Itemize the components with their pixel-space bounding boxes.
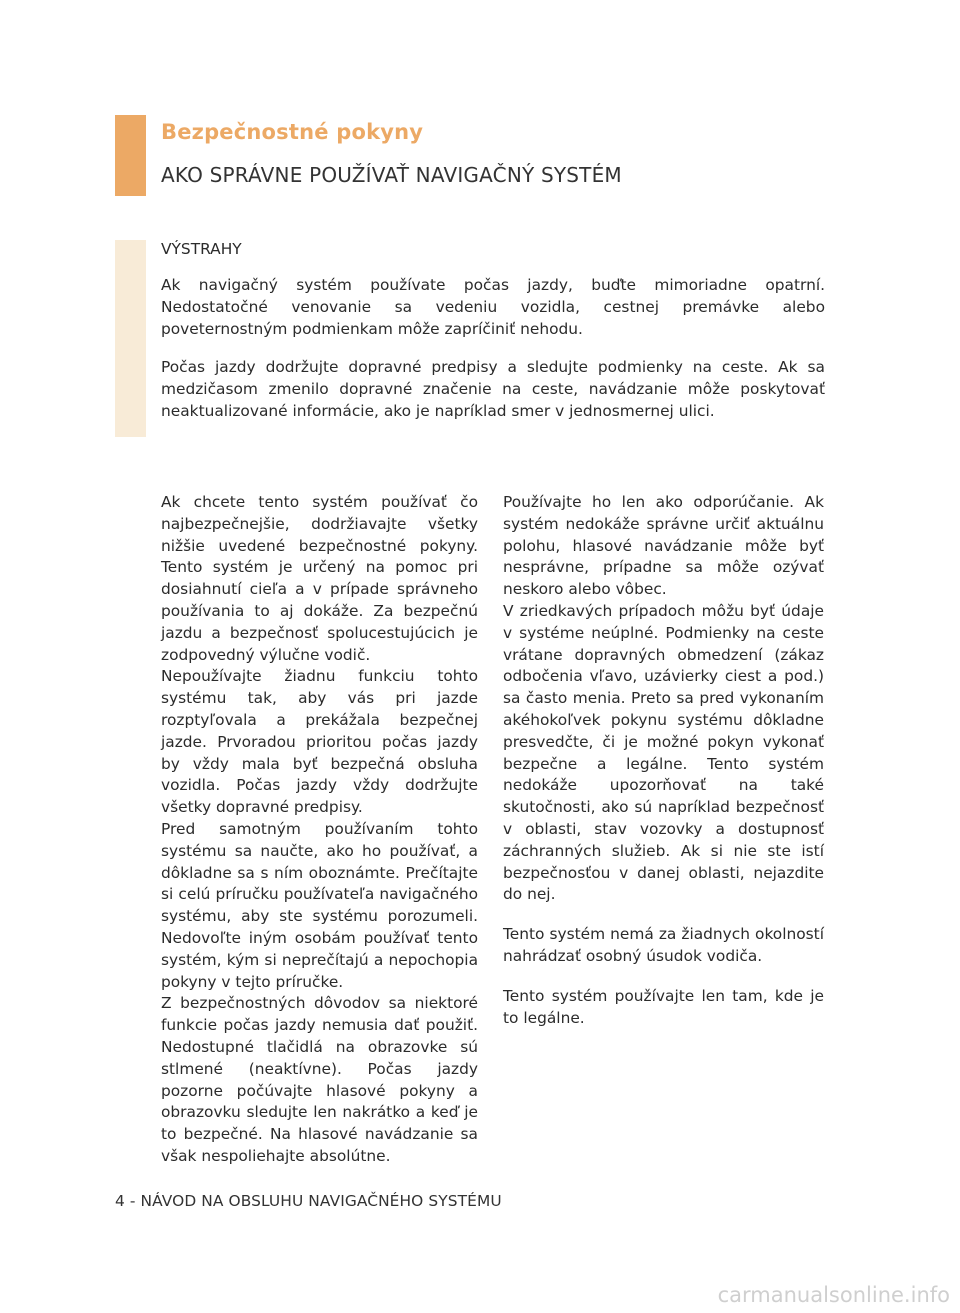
body-paragraph: V zriedkavých prípadoch môžu byť údaje v systéme neúplné. Podmienky na ceste vrátane dopravných obmedzení (zákaz odbočenia vľavo, uzávierky ciest a pod.) sa často menia. Preto sa pred vykonaním akéhokoľvek pokynu systému dôkladne presvedčte, či je možné pokyn vykonať bezpečne a legálne. Tento systém nedokáže upozorňovať na také skutočnosti, ako sú napríklad bezpečnosť v oblasti, stav vozovky a dostupnosť záchranných služieb. Ak si nie ste istí bezpečnosťou v danej oblasti, nejazdite do nej.	[503, 601, 824, 904]
body-paragraph: Nepoužívajte žiadnu funkciu tohto systému tak, aby vás pri jazde rozptyľovala a prekážala bezpečnej jazde. Prvoradou prioritou počas jazdy by vždy mala byť bezpečná obsluha vozidla. Počas jazdy vždy dodržujte všetky dopravné predpisy.	[161, 667, 478, 817]
warning-title: VÝSTRAHY	[161, 240, 242, 258]
warning-box	[161, 238, 825, 438]
page-heading: AKO SPRÁVNE POUŽÍVAŤ NAVIGAČNÝ SYSTÉM	[161, 163, 622, 187]
final-paragraph: Tento systém používajte len tam, kde je to legálne.	[503, 986, 824, 1027]
warning-paragraph: Počas jazdy dodržujte dopravné predpisy a sledujte podmienky na ceste. Ak sa medzičasom zmenilo dopravné značenie na ceste, navádzanie môže poskytovať neaktualizované informácie, ako je napríklad smer v jednosmernej ulici.	[161, 358, 825, 420]
warning-paragraph: Ak navigačný systém používate počas jazdy, buďte mimoriadne opatrní. Nedostatočné venovanie sa vedeniu vozidla, cestnej premávke alebo poveternostným podmienkam môže zapríčiniť nehodu.	[161, 276, 825, 338]
right-column	[503, 492, 824, 1029]
warning-accent-bar	[115, 240, 146, 437]
body-paragraph: Pred samotným používaním tohto systému sa naučte, ako ho používať, a dôkladne sa s ním oboznámte. Prečítajte si celú príručku používateľa navigačného systému, aby ste systému porozumeli. Nedovoľte iným osobám používať tento systém, kým si neprečítajú a nepochopia pokyny v tejto príručke.	[161, 819, 478, 991]
body-paragraph: Z bezpečnostných dôvodov sa niektoré funkcie počas jazdy nemusia dať použiť. Nedostupné tlačidlá na obrazovke sú stlmené (neaktívne). Počas jazdy pozorne počúvajte hlasové pokyny a obrazovku sledujte len nakrátko a keď je to bezpečné. Na hlasové navádzanie sa však nespoliehajte absolútne.	[161, 994, 478, 1165]
body-paragraph: Používajte ho len ako odporúčanie. Ak systém nedokáže správne určiť aktuálnu polohu, hlasové navádzanie môže byť nesprávne, prípadne sa môže ozývať neskoro alebo vôbec.	[503, 493, 824, 599]
page-footer: 4 - NÁVOD NA OBSLUHU NAVIGAČNÉHO SYSTÉMU	[115, 1192, 502, 1210]
left-column	[161, 492, 478, 1168]
body-paragraph: Ak chcete tento systém používať čo najbezpečnejšie, dodržiavajte všetky nižšie uvedené bezpečnostné pokyny. Tento systém je určený na pomoc pri dosiahnutí cieľa a v prípade správneho používania to aj dokáže. Za bezpečnú jazdu a bezpečnosť spolucestujúcich je zodpovedný výlučne vodič.	[161, 493, 478, 664]
section-title: Bezpečnostné pokyny	[161, 120, 424, 144]
section-accent-bar	[115, 115, 146, 196]
watermark: carmanualsonline.info	[717, 1283, 950, 1307]
notice-paragraph: Tento systém nemá za žiadnych okolností nahrádzať osobný úsudok vodiča.	[503, 925, 824, 965]
